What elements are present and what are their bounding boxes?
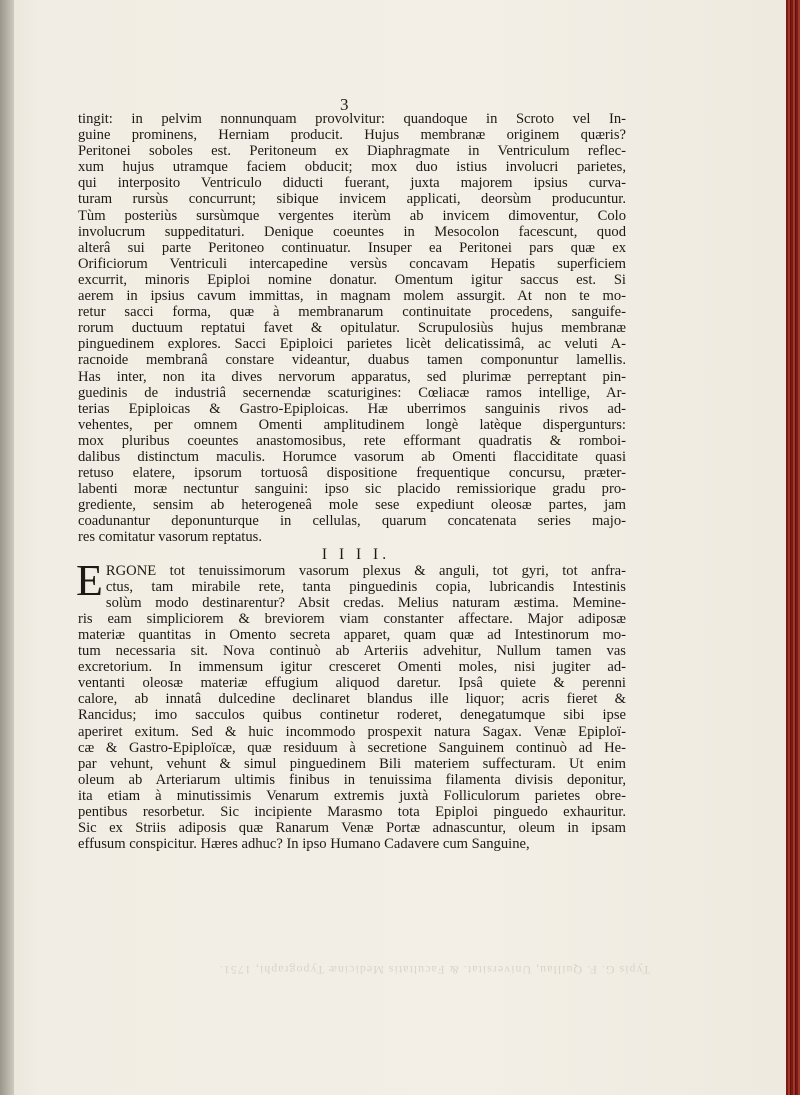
paragraph-2-lines (78, 579, 626, 853)
text-line: pentibus resorbetur. Sic incipiente Marasmo tota Epiploi pinguedo exhauritur. (78, 804, 626, 821)
text-line: Rancidus; imo sacculos quibus continetur roderet, denegatumque sibi ipse (78, 707, 626, 724)
text-line: mox pluribus coeuntes anastomosibus, rete efformant quadratis & romboi- (78, 432, 626, 449)
paragraph-2 (76, 555, 626, 853)
text-line: retuso elatere, ipsorum tortuosâ dispositione frequentique concursu, præter- (78, 465, 626, 482)
text-line: rorum ductuum reptatui favet & opitulatur. Scrupulosiùs hujus membranæ (78, 320, 626, 337)
text-line: qui interposito Ventriculo diducti fuerant, juxta majorem ipsius curva- (78, 175, 626, 192)
text-line: terias Epiploicas & Gastro-Epiploicas. Hæ uberrimos sanguinis rivos ad- (78, 400, 626, 417)
text-line: ris eam simpliciorem & breviorem viam constanter affectare. Major adiposæ (78, 610, 626, 627)
text-line: solùm modo destinarentur? Absit credas. Melius naturam æstima. Memine- (105, 594, 626, 611)
text-line: excurrit, minoris Epiploi nomine donatur. Omentum igitur saccus est. Si (78, 271, 626, 288)
text-line: effusum conspicitur. Hæres adhuc? In ipso Humano Cadavere cum Sanguine, (78, 836, 530, 853)
text-line: guedinis de industriâ secernendæ scaturigines: Cœliacæ ramos intellige, Ar- (78, 384, 626, 401)
text-line: dalibus distinctum maculis. Horumce vasorum ab Omenti flacciditate quasi (78, 448, 626, 465)
page-edge (786, 0, 800, 1095)
text-line: labenti moræ nectuntur sanguini: ipso sic placido remissiorique gradu pro- (78, 481, 626, 498)
text-line: tum necessaria sit. Nova continuò ab Arteriis advehitur, Nullum tamen vas (78, 643, 626, 660)
text-line: ctus, tam mirabile rete, tanta pinguedinis copia, lubricandis Intestinis (105, 578, 626, 595)
text-line: ventanti oleosæ materiæ effugium aliquod daretur. Ipsâ quiete & perenni (78, 675, 626, 692)
text-line: racnoide membranâ constare videantur, duabus tamen componuntur lamellis. (78, 352, 626, 369)
text-line: guine prominens, Herniam producit. Hujus membranæ originem quæris? (78, 127, 626, 144)
text-line: aerem in ipsius cavum immittas, in magnam molem assurgit. At non te mo- (78, 288, 626, 305)
text-line: par vehunt, vehunt & simul pinguedinem Bili materiem suffecturam. Ut enim (78, 755, 626, 772)
text-line: grediente, sensim ab heterogeneâ mole sese expediunt oleosæ partes, jam (78, 497, 626, 514)
text-line: vehentes, per omnem Omenti amplitudinem longè latèque dispergunturs: (78, 416, 626, 433)
text-line: materiæ quantitas in Omento secreta apparet, quam quæ ad Intestinorum mo- (78, 627, 626, 643)
text-line: RGONE tot tenuissimorum vasorum plexus & anguli, tot gyri, tot anfra- (105, 562, 626, 579)
text-line: coadunantur deponunturque in cellulas, quarum concatenata series majo- (78, 513, 626, 530)
text-line: Peritonei soboles est. Peritoneum ex Diaphragmate in Ventriculum reflec- (78, 143, 626, 160)
gutter-shadow (0, 0, 14, 1095)
text-line: Tùm posteriùs sursùmque vergentes iterùm ab invicem dimoventur, Colo (78, 207, 626, 224)
text-line: alterâ sui parte Peritoneo continuatur. Insuper ea Peritonei pars quæ ex (78, 239, 626, 256)
body-text (78, 111, 626, 852)
section-heading: I I I I. (321, 545, 391, 563)
text-line: cæ & Gastro-Epiploïcæ, quæ residuum à secretione Sanguinem continuò ad He- (78, 739, 626, 756)
text-line: aperiret exitum. Sed & huic incommodo prospexit natura Sagax. Venæ Epiploï- (78, 723, 626, 740)
text-line: res comitatur vasorum reptatus. (78, 529, 262, 546)
text-line: Orificiorum Ventriculi intercapedine versùs concavam Hepatis superficiem (78, 255, 626, 272)
text-line: ita etiam à minutissimis Venarum extremis juxtà Folliculorum parietes obre- (78, 787, 626, 804)
text-line: turam rursùs concurrunt; sibique invicem applicati, deorsùm producuntur. (78, 191, 626, 208)
paragraph-1 (78, 111, 626, 546)
text-line: involucrum suppeditaturi. Denique coeuntes in Mesocolon facescunt, quod (78, 223, 626, 240)
text-line: calore, ab innatâ dulcedine declinaret blandus ille liquor; acris fieret & (78, 691, 626, 708)
text-line: Sic ex Striis adiposis quæ Ranarum Venæ Portæ adnascuntur, oleum in ipsam (78, 820, 626, 837)
text-line: Has inter, non ita dives nervorum apparatus, sed plurimæ perreptant pin- (78, 368, 626, 385)
text-line: pinguedinem explores. Sacci Epiploici parietes licèt delicatissimâ, ac veluti A- (78, 336, 626, 353)
text-line: retur sacci forma, quæ à membranarum continuitate procedens, sanguife- (78, 304, 626, 321)
text-line: tingit: in pelvim nonnunquam provolvitur: quandoque in Scroto vel In- (78, 111, 626, 127)
drop-initial: E (76, 555, 103, 605)
page-number: 3 (340, 95, 349, 114)
bleed-through-text: Typis G. F. Quillau, Universitat. & Facultatis Medicinæ Typographi, 1751. (218, 963, 650, 977)
text-line: xum hujus utramque faciem obducit; mox duo istius involucri parietes, (78, 159, 626, 176)
text-line: excretorium. In immensum igitur cresceret Omenti moles, nisi jugiter ad- (78, 659, 626, 676)
text-line: oleum ab Arteriarum ultimis finibus in tenuissima filamenta divisis deponitur, (78, 771, 626, 788)
